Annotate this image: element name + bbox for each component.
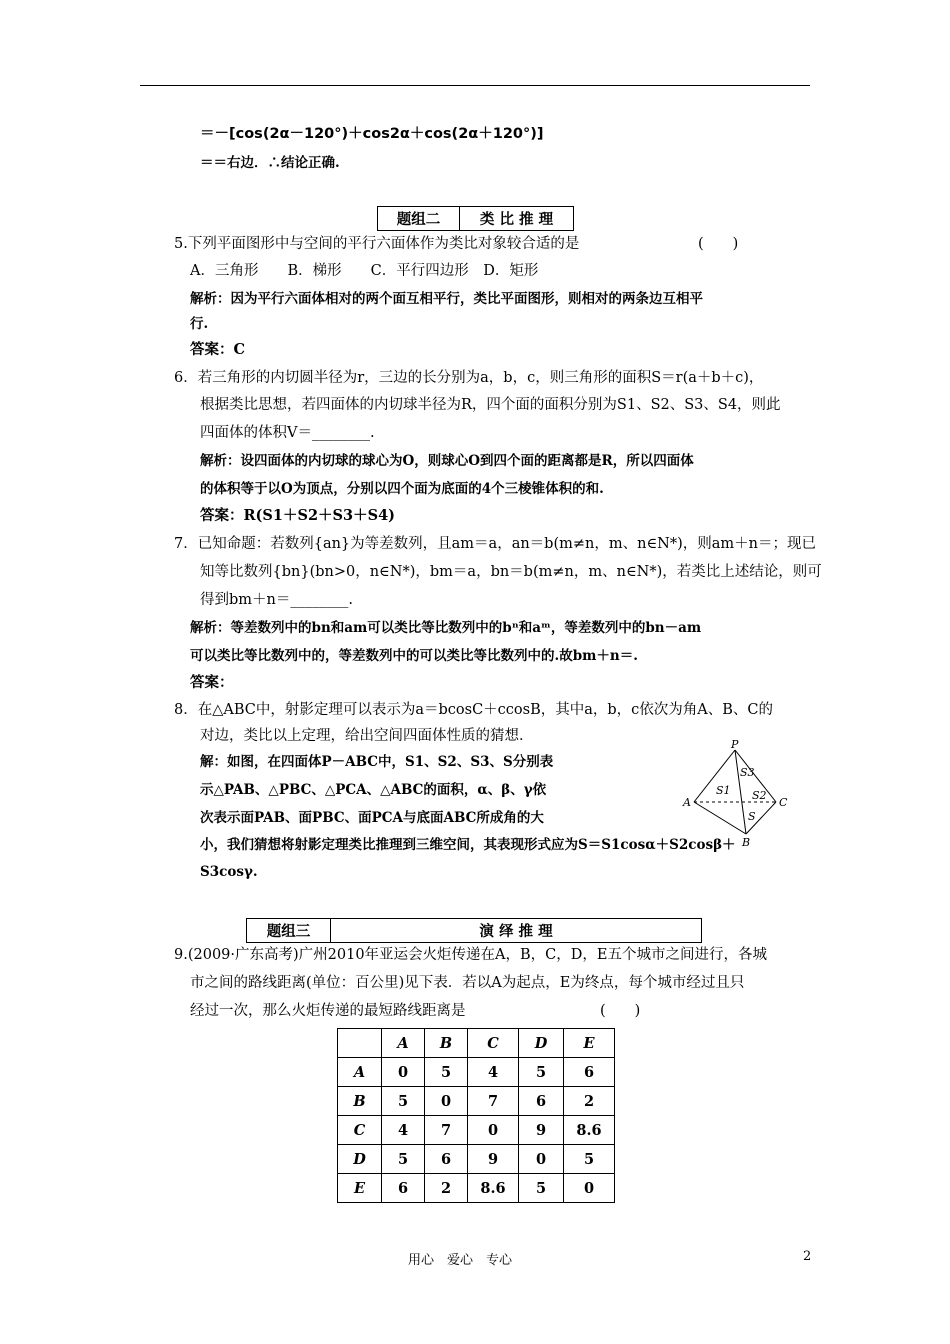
q5-analysis-2: 行. xyxy=(190,316,209,332)
group2-tag xyxy=(377,206,574,231)
face-S2-label: S2 xyxy=(752,789,767,802)
q7-analysis-1: 解析：等差数列中的bn和am可以类比等比数列中的bⁿ和aᵐ，等差数列中的bn－am xyxy=(190,620,702,636)
table-cell: 6 xyxy=(564,1058,615,1087)
q6-stem-2: 根据类比思想，若四面体的内切球半径为R，四个面的面积分别为S1、S2、S3、S4，则此 xyxy=(200,397,781,413)
face-S3-label: S3 xyxy=(740,766,755,779)
q6-analysis-2: 的体积等于以O为顶点，分别以四个面为底面的4个三棱锥体积的和. xyxy=(200,481,604,497)
tetrahedron-figure xyxy=(680,738,795,848)
table-cell: 7 xyxy=(468,1087,519,1116)
table-cell: 0 xyxy=(468,1116,519,1145)
table-cell: 2 xyxy=(425,1174,468,1203)
q8-solution-2: 示△PAB、△PBC、△PCA、△ABC的面积，α、β、γ依 xyxy=(200,782,547,798)
table-cell: 6 xyxy=(382,1174,425,1203)
table-header-cell: C xyxy=(468,1029,519,1058)
table-cell: 6 xyxy=(425,1145,468,1174)
table-cell: 5 xyxy=(519,1174,564,1203)
table-cell: 5 xyxy=(519,1058,564,1087)
group3-tag xyxy=(246,918,702,943)
vertex-C-label: C xyxy=(779,796,788,809)
q8-solution-1: 解：如图，在四面体P－ABC中，S1、S2、S3、S分别表 xyxy=(200,754,554,770)
group2-title: 类 比 推 理 xyxy=(479,211,554,228)
table-cell: 5 xyxy=(564,1145,615,1174)
q8-solution-5: S3cosγ. xyxy=(200,864,258,880)
q8-stem-1: 8．在△ABC中，射影定理可以表示为a＝bcosC＋ccosB，其中a，b，c依次为角A、B、C的 xyxy=(174,702,774,718)
q9-stem-3: 经过一次，那么火炬传递的最短路线距离是 xyxy=(190,1003,466,1019)
group3-title: 演 绎 推 理 xyxy=(479,923,553,940)
table-cell: 8.6 xyxy=(468,1174,519,1203)
face-S-label: S xyxy=(748,810,756,823)
q5-analysis-1: 解析：因为平行六面体相对的两个面互相平行，类比平面图形，则相对的两条边互相平 xyxy=(190,291,703,307)
vertex-B-label: B xyxy=(742,836,751,848)
page-number: 2 xyxy=(803,1249,812,1264)
table-row-label: E xyxy=(338,1174,382,1203)
table-cell: 0 xyxy=(425,1087,468,1116)
q6-stem-3: 四面体的体积V＝________. xyxy=(200,425,375,441)
q7-answer: 答案： xyxy=(190,674,234,691)
vertex-A-label: A xyxy=(683,796,691,809)
q5-options: A．三角形 B．梯形 C．平行四边形 D．矩形 xyxy=(190,263,539,279)
q7-stem-3: 得到bm＋n＝________. xyxy=(200,592,353,608)
group2-label: 题组二 xyxy=(378,207,460,230)
q7-stem-2: 知等比数列{bn}(bn>0，n∈N*)，bm＝a，bn＝b(m≠n，m、n∈N*)，若类比上述结论，则可 xyxy=(200,564,822,580)
table-cell: 6 xyxy=(519,1087,564,1116)
table-row xyxy=(338,1174,615,1203)
group3-label: 题组三 xyxy=(247,919,331,942)
table-header-cell: E xyxy=(564,1029,615,1058)
face-S1-label: S1 xyxy=(716,784,731,797)
edge-AB xyxy=(694,802,746,834)
q8-stem-2: 对边，类比以上定理，给出空间四面体性质的猜想． xyxy=(200,728,534,744)
table-row-label: D xyxy=(338,1145,382,1174)
table-cell: 8.6 xyxy=(564,1116,615,1145)
table-cell: 7 xyxy=(425,1116,468,1145)
table-header-cell: D xyxy=(519,1029,564,1058)
q7-stem-1: 7．已知命题：若数列{an}为等差数列，且am＝a，an＝b(m≠n，m、n∈N*)，则am＋n＝；现已 xyxy=(174,536,817,552)
q5-stem: 5.下列平面图形中与空间的平行六面体作为类比对象较合适的是 xyxy=(174,236,580,252)
q7-analysis-2: 可以类比等比数列中的，等差数列中的可以类比等比数列中的.故bm＋n＝. xyxy=(190,648,638,664)
table-row-label: B xyxy=(338,1087,382,1116)
table-cell: 0 xyxy=(382,1058,425,1087)
table-row xyxy=(338,1116,615,1145)
table-cell: 0 xyxy=(564,1174,615,1203)
table-cell: 9 xyxy=(519,1116,564,1145)
vertex-P-label: P xyxy=(731,738,739,751)
header-rule xyxy=(140,85,810,86)
table-row xyxy=(338,1145,615,1174)
proof-line-1: ＝－[cos(2α－120°)＋cos2α＋cos(2α＋120°)] xyxy=(200,126,544,142)
q9-paren: ( ) xyxy=(600,1003,641,1019)
q5-answer: 答案：C xyxy=(190,341,246,358)
table-header-cell: A xyxy=(382,1029,425,1058)
table-cell: 5 xyxy=(382,1087,425,1116)
footer-slogan: 用心 爱心 专心 xyxy=(408,1253,513,1268)
q5-paren: ( ) xyxy=(698,236,739,252)
table-header-row xyxy=(338,1029,615,1058)
q6-answer: 答案：R(S1＋S2＋S3＋S4) xyxy=(200,507,396,524)
proof-line-2: ＝＝右边．∴结论正确. xyxy=(200,155,340,171)
distance-table xyxy=(337,1028,615,1203)
q9-stem-2: 市之间的路线距离(单位：百公里)见下表．若以A为起点，E为终点，每个城市经过且只 xyxy=(190,975,745,991)
table-cell: 0 xyxy=(519,1145,564,1174)
q8-solution-4: 小，我们猜想将射影定理类比推理到三维空间，其表现形式应为S＝S1cosα＋S2cosβ＋ xyxy=(200,837,736,853)
q9-stem-1: 9.(2009·广东高考)广州2010年亚运会火炬传递在A，B，C，D，E五个城市之间进行，各城 xyxy=(174,947,767,963)
table-corner-cell xyxy=(338,1029,382,1058)
q6-analysis-1: 解析：设四面体的内切球的球心为O，则球心O到四个面的距离都是R，所以四面体 xyxy=(200,453,694,469)
q8-solution-3: 次表示面PAB、面PBC、面PCA与底面ABC所成角的大 xyxy=(200,810,544,826)
table-header-cell: B xyxy=(425,1029,468,1058)
q6-stem-1: 6．若三角形的内切圆半径为r，三边的长分别为a，b，c，则三角形的面积S＝r(a＋b＋c)， xyxy=(174,370,764,386)
table-row-label: C xyxy=(338,1116,382,1145)
table-cell: 5 xyxy=(425,1058,468,1087)
table-cell: 9 xyxy=(468,1145,519,1174)
table-row xyxy=(338,1087,615,1116)
table-cell: 2 xyxy=(564,1087,615,1116)
table-row-label: A xyxy=(338,1058,382,1087)
table-cell: 5 xyxy=(382,1145,425,1174)
table-cell: 4 xyxy=(382,1116,425,1145)
table-row xyxy=(338,1058,615,1087)
table-cell: 4 xyxy=(468,1058,519,1087)
